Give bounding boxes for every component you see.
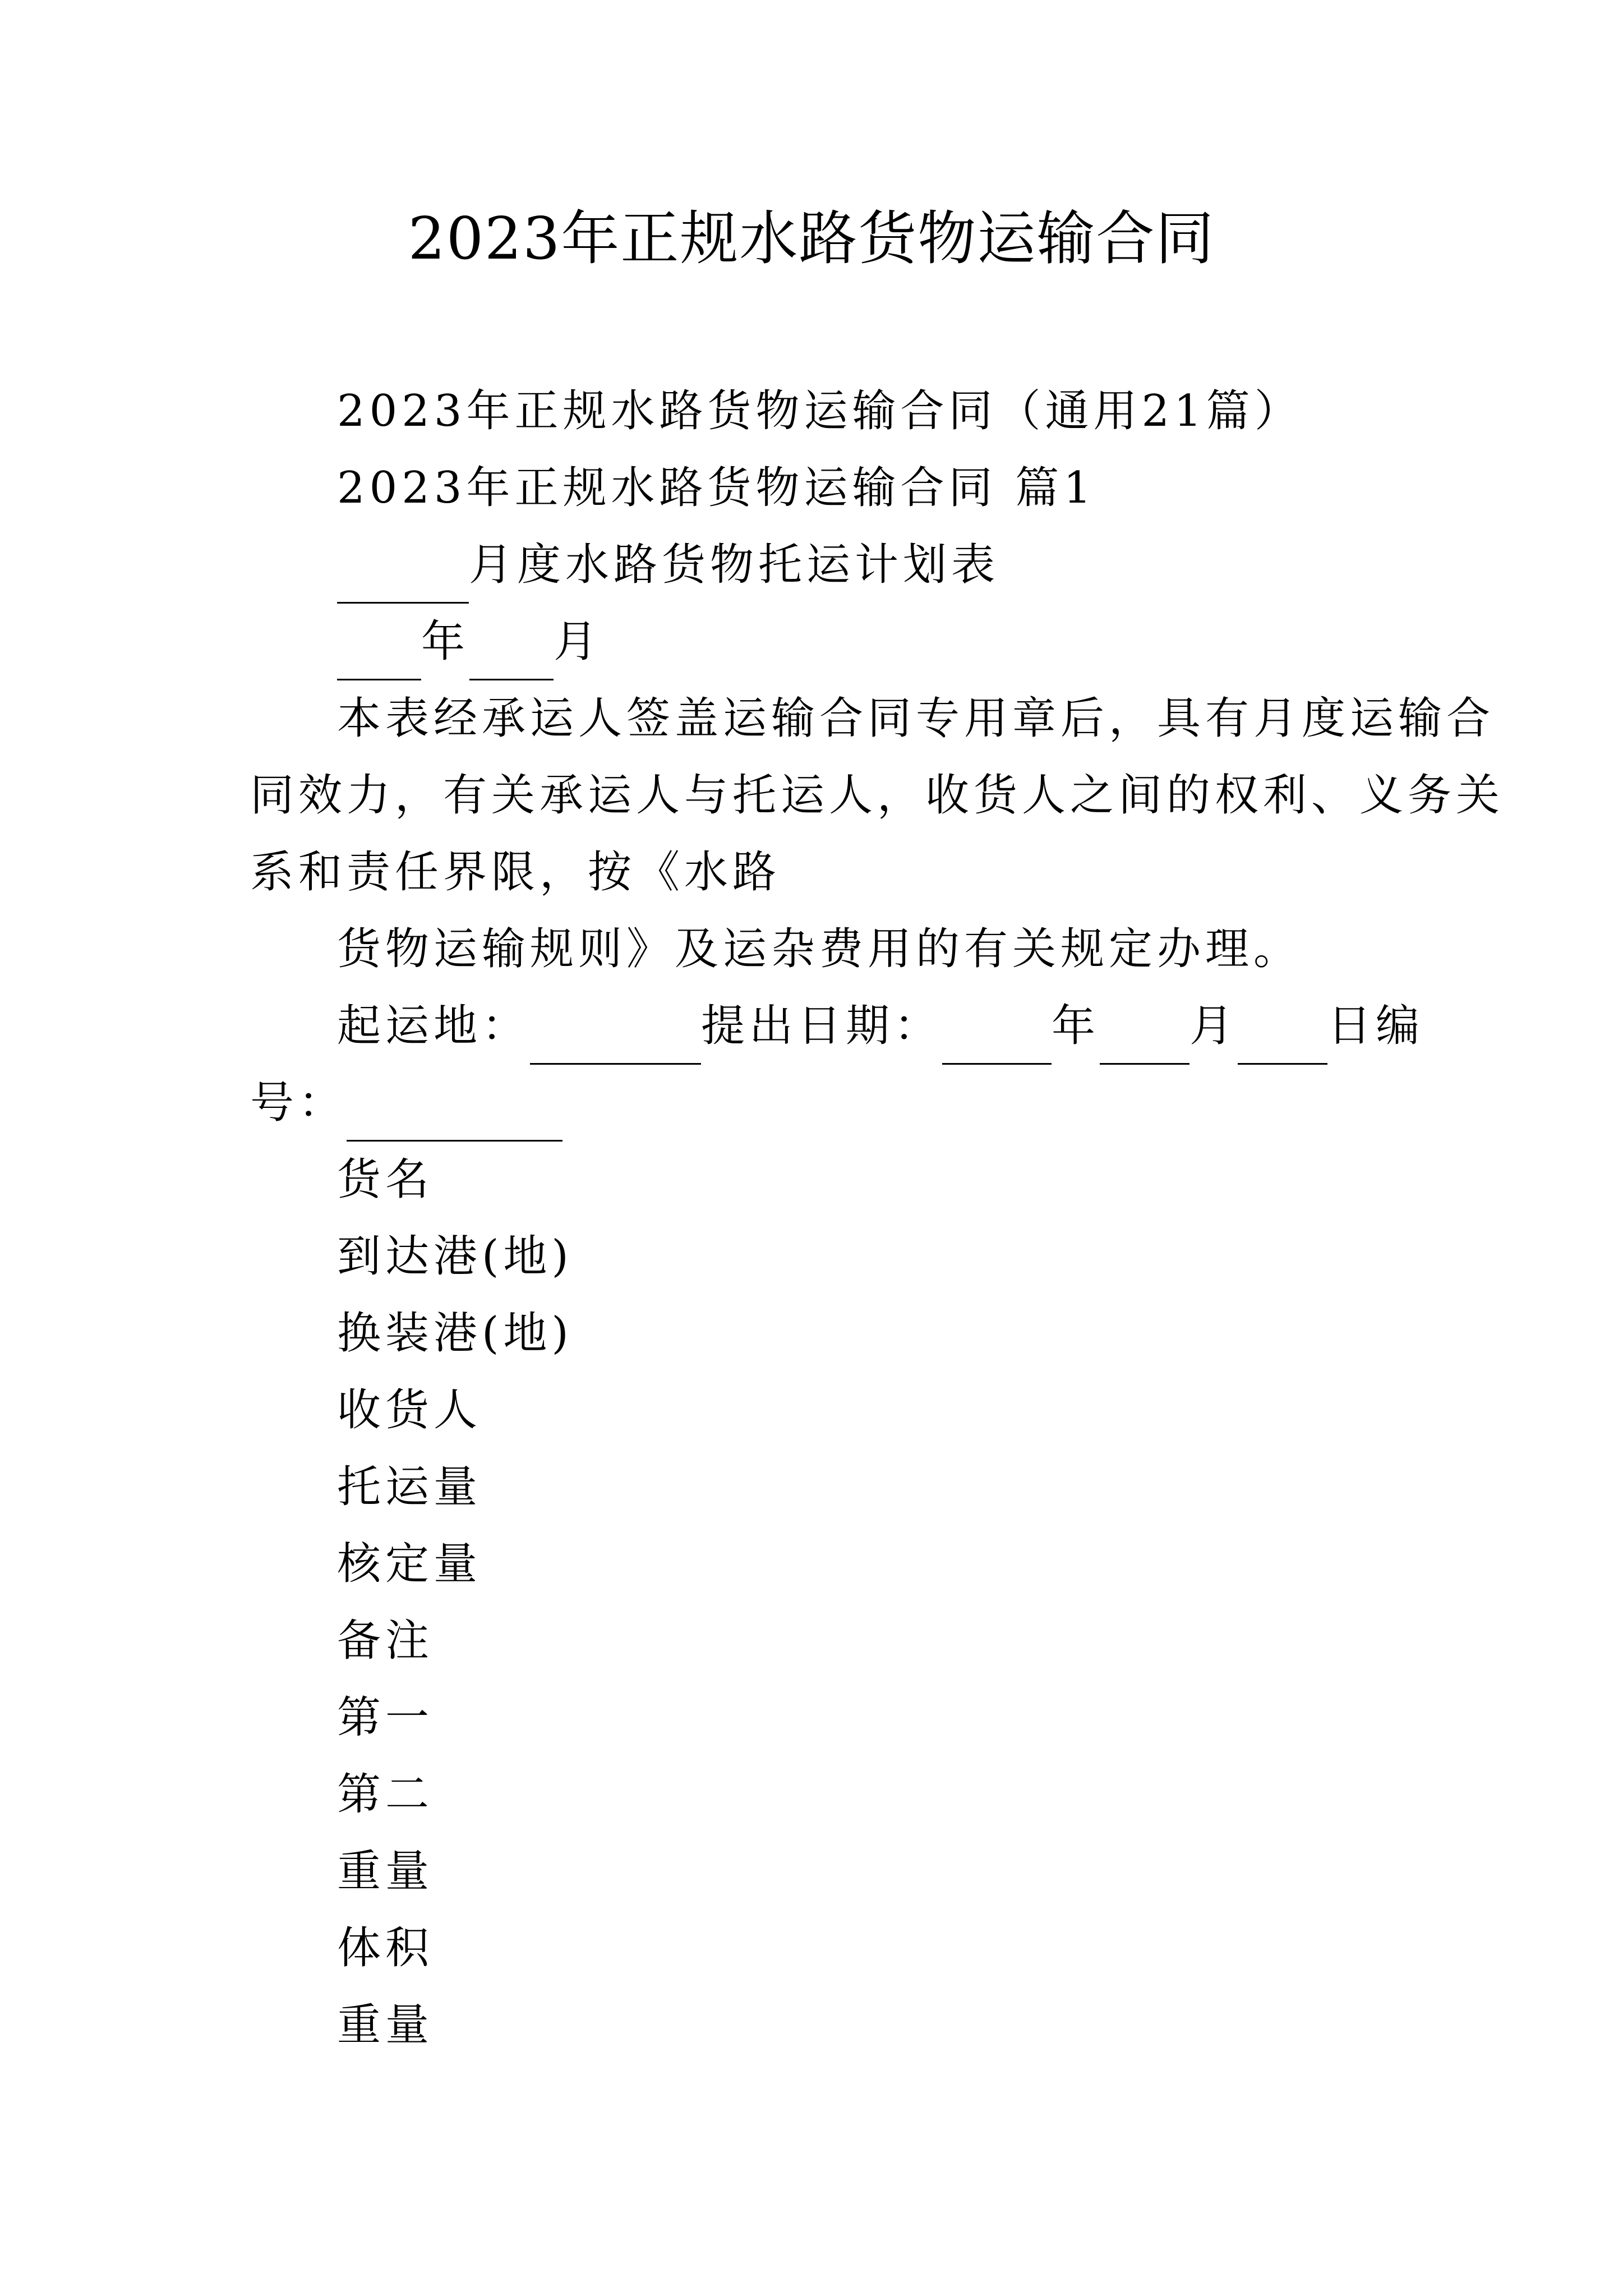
- item-goods-name: 货名: [337, 1154, 434, 1205]
- plan-title-text: 月度水路货物托运计划表: [469, 540, 1000, 590]
- item-consignee: 收货人: [337, 1385, 482, 1435]
- date-year-label: 年: [1052, 1001, 1100, 1051]
- paragraph-subtitle: 2023年正规水路货物运输合同（通用21篇）: [337, 386, 1303, 436]
- date-label: 提出日期：: [701, 1001, 943, 1051]
- document-body: [250, 373, 1505, 2064]
- year-label: 年: [421, 616, 470, 667]
- paragraph-origin-date: [250, 988, 1424, 1065]
- item-second: 第二: [337, 1769, 434, 1820]
- item-approved-quantity: 核定量: [337, 1539, 482, 1589]
- blank-month-field: [337, 548, 469, 604]
- paragraph-terms-line-2: 同效力，有关承运人与托运人，收货人之间的权利、义务关: [250, 770, 1505, 821]
- item-remarks: 备注: [337, 1616, 434, 1666]
- paragraph-article-heading: 2023年正规水路货物运输合同 篇1: [337, 463, 1096, 513]
- item-weight-2: 重量: [337, 2000, 434, 2050]
- paragraph-number: [250, 1065, 1389, 1142]
- blank-year-field: [337, 625, 421, 680]
- blank-date-year-field: [942, 1009, 1052, 1065]
- item-volume: 体积: [337, 1923, 434, 1973]
- month-label: 月: [554, 616, 602, 667]
- document-title: 2023年正规水路货物运输合同: [408, 204, 1215, 273]
- item-transfer-port: 换装港(地): [337, 1308, 573, 1359]
- paragraph-terms-line-1: 本表经承运人签盖运输合同专用章后，具有月度运输合: [337, 693, 1495, 744]
- blank-month-field-2: [469, 625, 554, 680]
- item-weight: 重量: [337, 1846, 434, 1897]
- item-first: 第一: [337, 1692, 434, 1743]
- paragraph-regulations: 货物运输规则》及运杂费用的有关规定办理。: [337, 924, 1302, 974]
- paragraph-terms-line-3: 系和责任界限，按《水路: [250, 847, 781, 898]
- item-consigned-quantity: 托运量: [337, 1462, 482, 1512]
- number-label: 号：: [250, 1078, 347, 1128]
- blank-date-month-field: [1100, 1009, 1189, 1065]
- blank-origin-field: [530, 1009, 701, 1065]
- paragraph-plan-title: [250, 527, 1389, 604]
- paragraph-year-month: [250, 604, 1389, 680]
- origin-label: 起运地：: [337, 1001, 531, 1051]
- blank-number-field: [347, 1086, 562, 1142]
- item-destination-port: 到达港(地): [337, 1231, 573, 1282]
- date-month-label: 月: [1189, 1001, 1238, 1051]
- date-day-label: 日编: [1327, 1001, 1424, 1051]
- blank-date-day-field: [1238, 1009, 1327, 1065]
